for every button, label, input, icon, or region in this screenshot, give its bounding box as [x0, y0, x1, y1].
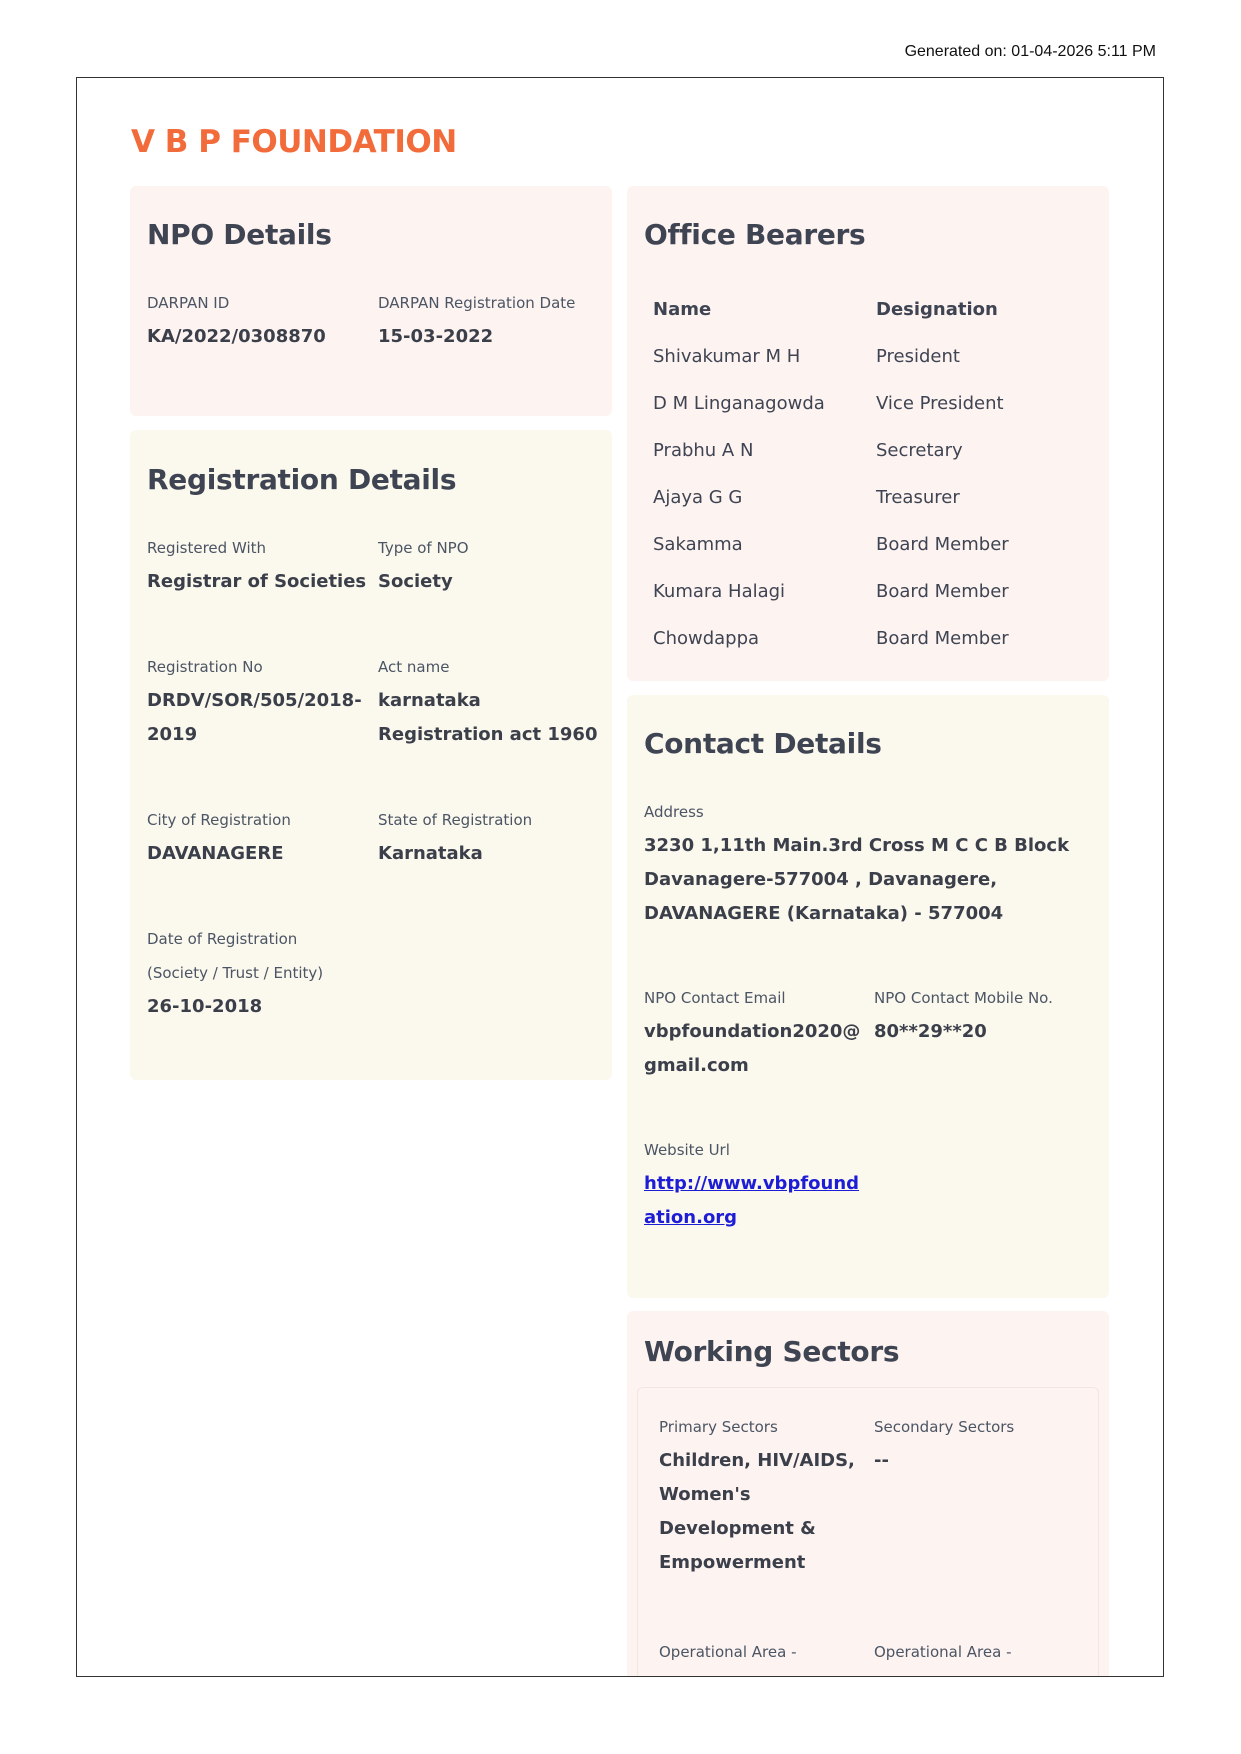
- generated-timestamp: Generated on: 01-04-2026 5:11 PM: [904, 43, 1156, 60]
- bearer-designation: Board Member: [876, 628, 1009, 649]
- bearer-designation: Board Member: [876, 581, 1009, 602]
- table-row: [653, 427, 1096, 474]
- primary-sector-line: Children, HIV/AIDS,: [659, 1450, 855, 1471]
- operational-area-label-2: Operational Area -: [874, 1643, 1012, 1661]
- contact-details-card: [627, 695, 1109, 1298]
- darpan-id-value: KA/2022/0308870: [147, 326, 326, 347]
- bearer-name: Sakamma: [653, 534, 743, 555]
- bearer-name: D M Linganagowda: [653, 393, 825, 414]
- bearer-designation: Board Member: [876, 534, 1009, 555]
- darpan-reg-date-value: 15-03-2022: [378, 326, 494, 347]
- reg-date-value: 26-10-2018: [147, 996, 263, 1017]
- primary-sector-line: Women's: [659, 1484, 751, 1505]
- registration-no-label: Registration No: [147, 658, 263, 676]
- state-label: State of Registration: [378, 811, 533, 829]
- secondary-sectors-label: Secondary Sectors: [874, 1418, 1015, 1436]
- npo-details-title: NPO Details: [147, 218, 332, 251]
- registered-with-value: Registrar of Societies: [147, 571, 367, 592]
- act-name-label: Act name: [378, 658, 450, 676]
- table-row: [653, 521, 1096, 568]
- bearer-designation: Secretary: [876, 440, 963, 461]
- registration-no-line2: 2019: [147, 724, 198, 745]
- website-label: Website Url: [644, 1141, 730, 1159]
- sectors-inner-box: [637, 1387, 1099, 1677]
- table-row: [653, 333, 1096, 380]
- working-sectors-title: Working Sectors: [644, 1335, 900, 1368]
- table-header: [653, 286, 1096, 333]
- bearer-name: Shivakumar M H: [653, 346, 801, 367]
- registration-no-line1: DRDV/SOR/505/2018-: [147, 690, 362, 711]
- act-name-line1: karnataka: [378, 690, 481, 711]
- office-bearers-table: [653, 286, 1096, 662]
- email-line1: vbpfoundation2020@: [644, 1021, 861, 1042]
- table-row: [653, 474, 1096, 521]
- contact-details-title: Contact Details: [644, 727, 882, 760]
- website-link-line2: ation.org: [644, 1207, 738, 1228]
- reg-date-label-line1: Date of Registration: [147, 930, 298, 948]
- primary-sector-line: Development &: [659, 1518, 816, 1539]
- table-row: [653, 615, 1096, 662]
- darpan-reg-date-label: DARPAN Registration Date: [378, 294, 576, 312]
- state-value: Karnataka: [378, 843, 483, 864]
- bearer-designation: Treasurer: [876, 487, 960, 508]
- npo-type-label: Type of NPO: [378, 539, 469, 557]
- working-sectors-card: [627, 1311, 1109, 1677]
- table-row: [653, 380, 1096, 427]
- bearer-designation: President: [876, 346, 960, 367]
- darpan-id-label: DARPAN ID: [147, 294, 230, 312]
- website-link-line1: http://www.vbpfound: [644, 1173, 860, 1194]
- office-bearers-card: [627, 186, 1109, 681]
- bearer-name: Ajaya G G: [653, 487, 743, 508]
- reg-date-label-line2: (Society / Trust / Entity): [147, 964, 324, 982]
- column-name-header: Name: [653, 299, 712, 320]
- mobile-label: NPO Contact Mobile No.: [874, 989, 1053, 1007]
- bearer-name: Chowdappa: [653, 628, 760, 649]
- mobile-value: 80**29**20: [874, 1021, 987, 1042]
- address-label: Address: [644, 803, 704, 821]
- bearer-name: Prabhu A N: [653, 440, 754, 461]
- org-name: V B P FOUNDATION: [131, 124, 457, 160]
- city-value: DAVANAGERE: [147, 843, 284, 864]
- operational-area-label-1: Operational Area -: [659, 1643, 797, 1661]
- office-bearers-title: Office Bearers: [644, 218, 866, 251]
- email-line2: gmail.com: [644, 1055, 749, 1076]
- bearer-name: Kumara Halagi: [653, 581, 786, 602]
- registration-details-title: Registration Details: [147, 463, 457, 496]
- address-line3: DAVANAGERE (Karnataka) - 577004: [644, 903, 1004, 924]
- page-frame: [76, 77, 1164, 1677]
- address-line2: Davanagere-577004 , Davanagere,: [644, 869, 998, 890]
- primary-sector-line: Empowerment: [659, 1552, 806, 1573]
- city-label: City of Registration: [147, 811, 291, 829]
- bearer-designation: Vice President: [876, 393, 1004, 414]
- registered-with-label: Registered With: [147, 539, 267, 557]
- email-label: NPO Contact Email: [644, 989, 786, 1007]
- registration-details-card: [130, 430, 612, 1080]
- secondary-sectors-value: --: [874, 1450, 889, 1471]
- npo-type-value: Society: [378, 571, 453, 592]
- column-designation-header: Designation: [876, 299, 998, 320]
- address-line1: 3230 1,11th Main.3rd Cross M C C B Block: [644, 835, 1070, 856]
- table-row: [653, 568, 1096, 615]
- primary-sectors-label: Primary Sectors: [659, 1418, 778, 1436]
- act-name-line2: Registration act 1960: [378, 724, 598, 745]
- npo-details-card: [130, 186, 612, 416]
- website-link[interactable]: [644, 1167, 859, 1235]
